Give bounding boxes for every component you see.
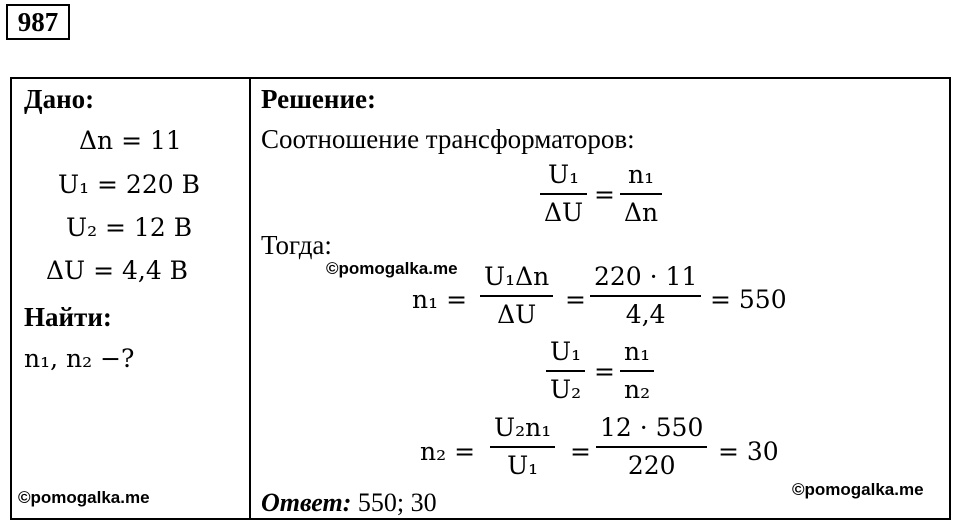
eq2-fraction-2 [590,262,701,330]
eq1-lhs-fraction [540,160,587,228]
equals-sign: = [565,285,586,314]
given-delta-u: ΔU = 4,4 В [46,256,189,285]
eq4-f1-denominator: U₁ [507,451,539,480]
column-divider [249,77,251,520]
fraction-bar [490,446,555,448]
eq4-f1-numerator: U₂n₁ [494,413,552,442]
eq3-lhs-numerator: U₁ [550,337,582,366]
answer-value: 550; 30 [357,488,437,517]
given-u1: U₁ = 220 В [58,170,200,199]
given-heading: Дано: [24,84,95,114]
equals-sign: = [570,437,591,466]
eq2-f1-numerator: U₁Δn [484,262,550,291]
watermark-middle: ©pomogalka.me [326,259,458,278]
eq3-lhs-denominator: U₂ [550,375,582,404]
equals-sign: = [594,357,615,386]
fraction-bar [620,370,654,372]
answer-line [261,488,437,518]
eq1-rhs-fraction [620,160,662,228]
eq1-rhs-numerator: n₁ [628,160,655,189]
solution-then: Тогда: [261,230,332,260]
problem-number: 987 [6,4,70,40]
eq2-fraction-1 [480,262,553,330]
eq2-result: = 550 [710,285,787,314]
eq4-fraction-1 [490,413,555,481]
fraction-bar [620,193,662,195]
fraction-bar [590,295,701,297]
equals-sign: = [594,180,615,209]
watermark-right: ©pomogalka.me [792,480,924,499]
solution-heading: Решение: [261,84,376,114]
find-values: n₁, n₂ −? [24,344,135,373]
fraction-bar [480,295,553,297]
eq2-f2-numerator: 220 · 11 [594,262,698,291]
fraction-bar [596,446,707,448]
eq3-lhs-fraction [546,337,585,405]
eq2-f2-denominator: 4,4 [625,300,666,329]
eq4-f2-denominator: 220 [627,451,676,480]
fraction-bar [546,370,585,372]
eq1-lhs-numerator: U₁ [548,160,580,189]
given-delta-n: Δn = 11 [79,126,182,155]
eq3-rhs-denominator: n₂ [624,375,651,404]
eq2-lhs: n₁ = [412,285,468,314]
eq4-lhs: n₂ = [420,437,476,466]
find-heading: Найти: [24,302,112,332]
answer-label: Ответ: [261,488,352,517]
given-u2: U₂ = 12 В [66,213,193,242]
eq4-result: = 30 [718,437,779,466]
eq1-rhs-denominator: Δn [624,198,659,227]
fraction-bar [540,193,587,195]
eq4-f2-numerator: 12 · 550 [600,413,704,442]
eq3-rhs-fraction [620,337,654,405]
eq2-f1-denominator: ΔU [497,300,537,329]
eq1-lhs-denominator: ΔU [544,198,584,227]
solution-intro: Соотношение трансформаторов: [261,124,635,154]
eq4-fraction-2 [596,413,707,481]
eq3-rhs-numerator: n₁ [624,337,651,366]
watermark-left: ©pomogalka.me [18,488,150,507]
